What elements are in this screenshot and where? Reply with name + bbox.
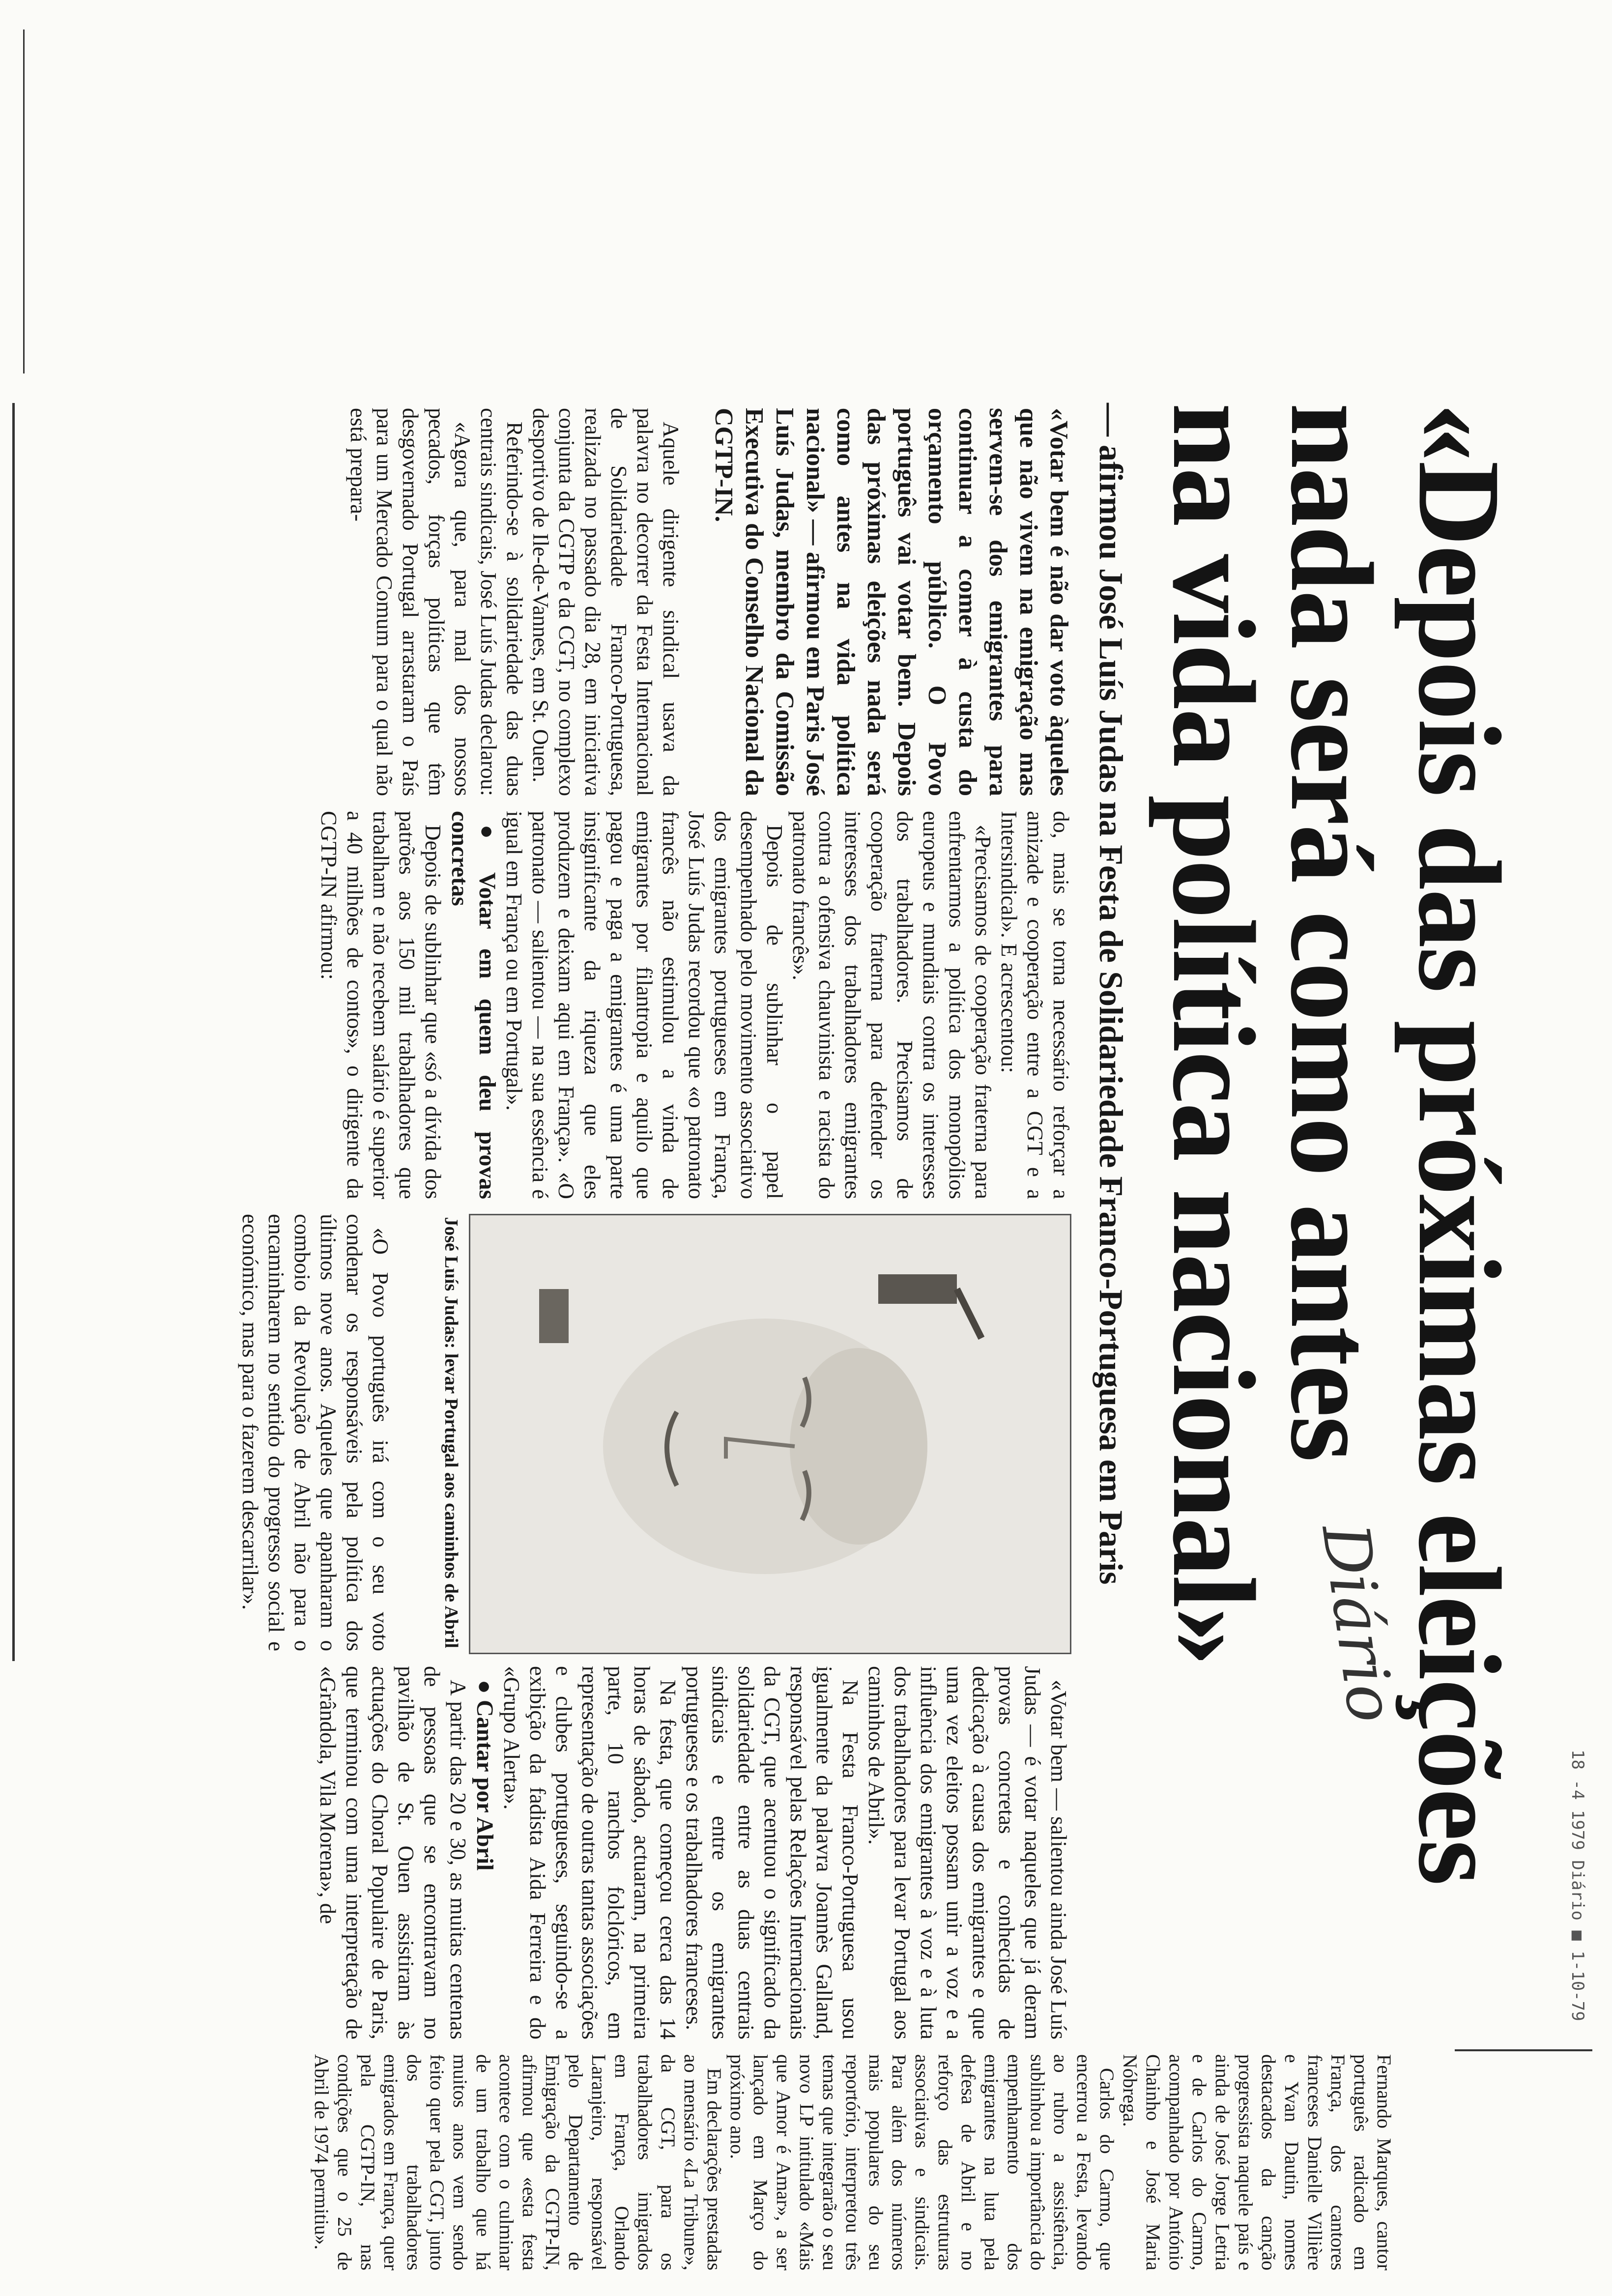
photo-caption: José Luís Judas: levar Portugal aos caminhos de Abril bbox=[441, 1217, 461, 1648]
lead-paragraph: «Votar bem é não dar voto àqueles que não vivem na emigração mas servem-se dos emigrantes para continuar a comer à custa do orçamento público. O Povo português vai votar bem. Depois das próximas eleições nada será como antes na vida política nacional» — afirmou em Paris José Luís Judas, membro da Comissão Executiva do Conselho Nacional da CGTP-IN. bbox=[710, 408, 1073, 796]
paragraph: Depois de sublinhar que «só a dívida dos patrões aos 150 mil trabalhadores que trabalham e não recebem salário é superior a 40 milhões de contos», o dirigente da CGTP-IN afirmou: bbox=[317, 811, 445, 1199]
paragraph: A partir das 20 e 30, as muitas centenas de pessoas que se encontravam no pavilhão de St. Ouen assistiram às actuações do Choral Populaire de Paris, que terminou com uma interpretação de «Grândola, Vila Morena», de bbox=[316, 1666, 470, 2039]
date-mark: 18 -4 1979 Diário ■ 1-10-79 bbox=[1568, 1750, 1587, 2021]
portrait-illustration bbox=[470, 1215, 1070, 1653]
scan-edge-line bbox=[23, 29, 25, 373]
paragraph: Em declarações prestadas ao mensário «La Tribune», da CGT, para os trabalhadores imigrados em França, Orlando Laranjeiro, responsável pelo Departamento de Emigração da CGTP-IN, afirmou que «esta festa acontece com o culminar de um trabalho que há muitos anos vem sendo feito quer pela CGT, junto dos trabalhadores emigrados em França, quer pela CGTP-IN, nas condições que o 25 de Abril de 1974 permitiu». bbox=[311, 2054, 725, 2270]
paragraph: Na Festa Franco-Portuguesa usou igualmente da palavra Joannès Galland, responsável pelas Relações Internacionais da CGT, que acentuou o significado da solidariedade entre as duas centrais sindicais e entre os emigrantes portugueses e os trabalhadores franceses. bbox=[682, 1666, 863, 2039]
paragraph: «O Povo português irá com o seu voto condenar os responsáveis pela política dos últimos nove anos. Aqueles que apanharam o comboio da Revolução de Abril não para o encaminharem no sentido do progresso social e económico, mas para o fazerem descarrilar». bbox=[238, 1214, 393, 1651]
column-2 bbox=[316, 811, 1074, 1199]
paragraph: «Votar bem — salientou ainda José Luís Judas — é votar naqueles que já deram provas concretas e conhecidas de dedicação à causa dos emigrantes e que uma vez eleitos possam unir a voz e a influência dos emigrantes à voz e à luta dos trabalhadores para levar Portugal aos caminhos de Abril». bbox=[864, 1666, 1071, 2039]
headline-line-3: na vida política nacional» bbox=[1149, 403, 1279, 1665]
portrait-photo bbox=[469, 1214, 1071, 1654]
paragraph: Aquele dirigente sindical usava da palavra no decorrer da Festa Internacional de Solidariedade Franco-Portuguesa, realizada no passado dia 28, em iniciativa conjunta da CGTP e da CGT, no complexo desportivo de Ile-de-Vannes, em St. Ouen. bbox=[528, 408, 683, 796]
paragraph: Referindo-se à solidariedade das duas centrais sindicais, José Luís Judas declarou: bbox=[476, 408, 527, 796]
paragraph: «Precisamos de cooperação fraterna para enfrentarmos a política dos monopólios europeus e mundiais contra os interesses dos trabalhadores. Precisamos de cooperação fraterna para defender os interesses dos trabalhadores emigrantes contra a ofensiva chauvinista e racista do patronato francês». bbox=[788, 811, 995, 1199]
column-5 bbox=[310, 2054, 1396, 2270]
column-3 bbox=[237, 1214, 393, 1651]
section-heading: ● Votar em quem deu provas concretas bbox=[447, 811, 500, 1199]
section-heading: ● Cantar por Abril bbox=[472, 1680, 498, 1871]
handwritten-note: Diário bbox=[1307, 1519, 1410, 1727]
column-1 bbox=[345, 408, 1074, 796]
paragraph: do, mais se torna necessário reforçar a amizade e cooperação entre a CGT e a Intersindical». E acrescentou: bbox=[997, 811, 1073, 1199]
paragraph: Depois de sublinhar o papel desempenhado pelo movimento associativo dos emigrantes portugueses em França, José Luís Judas recordou que «o patronato francês não estimulou a vinda de emigrantes por filantropia e aquilo que pagou e paga a emigrantes é uma parte insignificante da riqueza que eles produzem e deixam aqui em França». «O patronato — salientou — na sua essência é igual em França ou em Portugal». bbox=[502, 811, 787, 1199]
paragraph: Carlos do Carmo, que encerrou a Festa, levando ao rubro a assistência, sublinhou a importância do empenhamento dos emigrantes na luta pela defesa de Abril e no reforço das estruturas associativas e sindicais. Para além dos números mais populares do seu reportório, interpretou três temas que integrarão o seu novo LP intitulado «Mais que Amor é Amar», a ser lançado em Março do próximo ano. bbox=[726, 2054, 1118, 2270]
subheadline: — afirmou José Luís Judas na Festa de Solidariedade Franco-Portuguesa em Paris bbox=[1093, 403, 1130, 1585]
headline-line-1: «Depois das próximas eleições bbox=[1394, 403, 1525, 1885]
bottom-rule bbox=[12, 403, 15, 1661]
headline-line-2: nada será como antes bbox=[1267, 403, 1397, 1462]
paragraph: «Agora que, para mal dos nossos pecados, forças políticas que têm desgovernado Portugal arrastaram o País para um Mercado Comum para o qual não está prepara- bbox=[346, 408, 475, 796]
paragraph: Fernando Marques, cantor português radicado em França, dos cantores franceses Danielle Villière e Yvan Dautin, nomes destacados da canção progressista naquele país e ainda de José Jorge Letria e de Carlos do Carmo, acompanhado por António Chainho e José Maria Nóbrega. bbox=[1119, 2054, 1395, 2270]
paragraph: Na festa, que começou cerca das 14 horas de sábado, actuaram, na primeira parte, 10 ranchos folclóricos, em representação de outras tantas associações e clubes portugueses, seguindo-se a exibição da fadista Aida Ferreira e do «Grupo Alerta». bbox=[499, 1666, 680, 2039]
clip-edge-line bbox=[1455, 2049, 1592, 2051]
column-4 bbox=[315, 1666, 1071, 2039]
